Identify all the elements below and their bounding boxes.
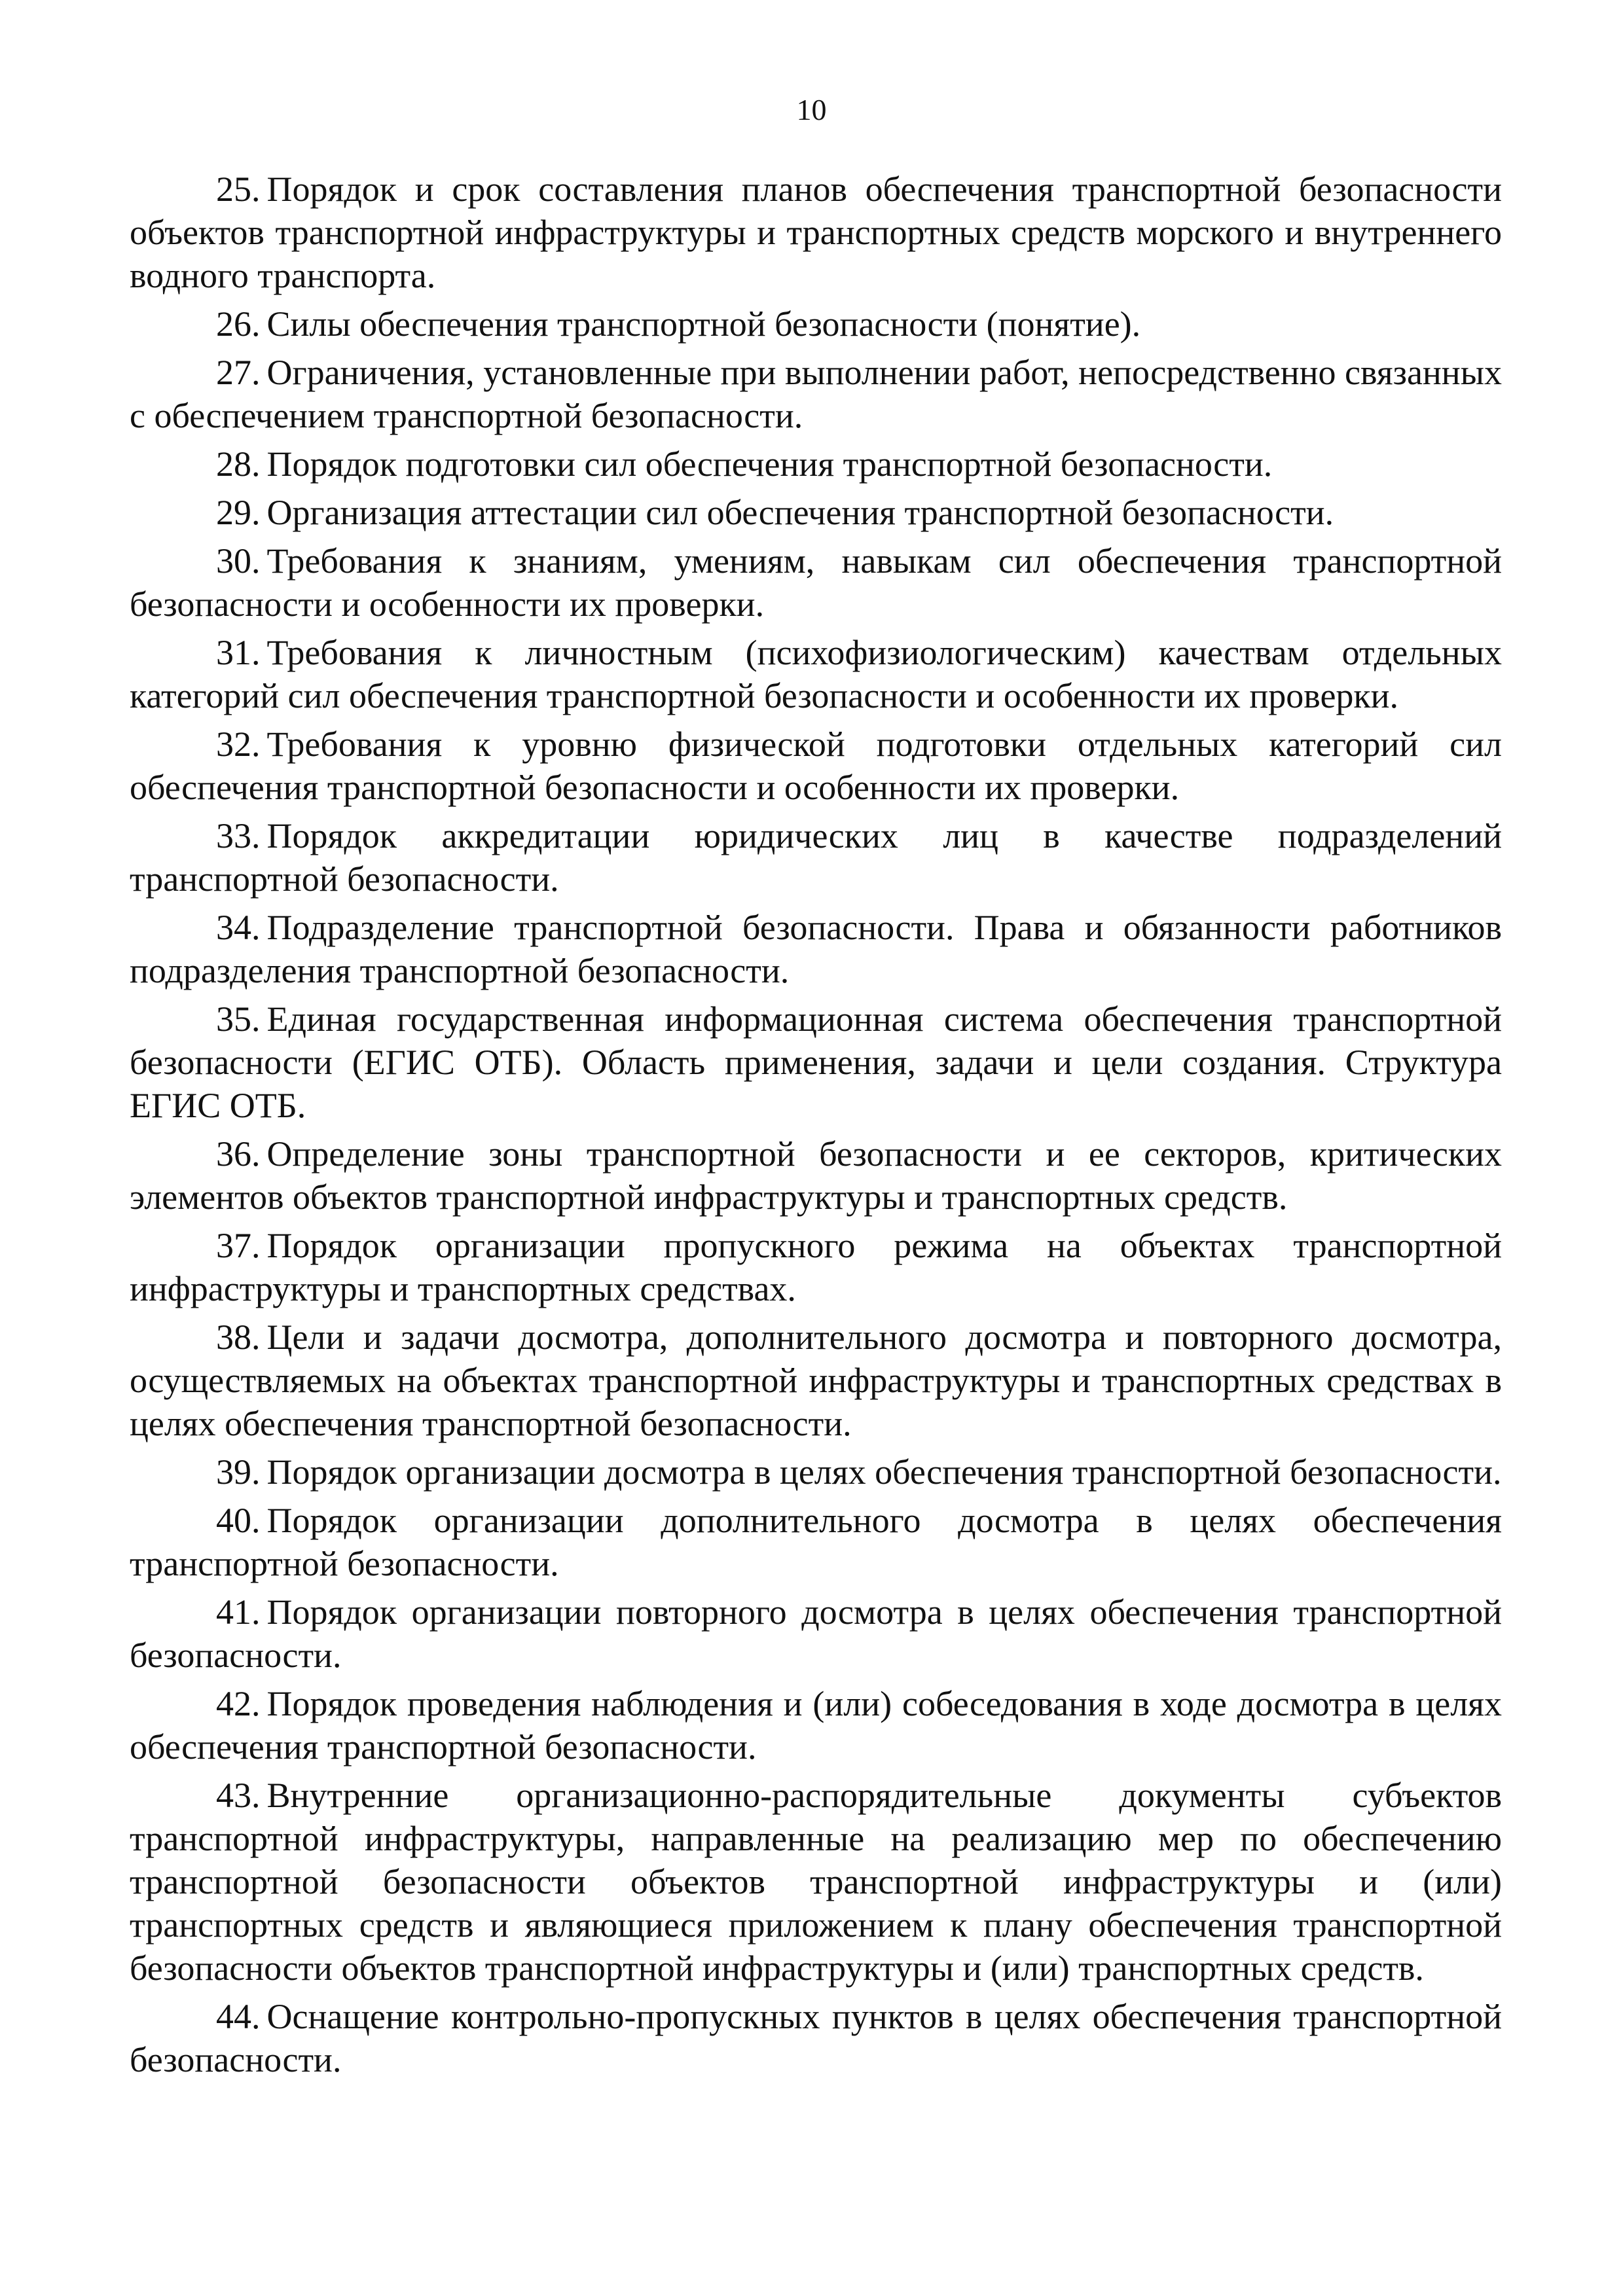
- item-number: 29.: [216, 493, 261, 532]
- list-item: [130, 1224, 1502, 1310]
- item-number: 43.: [216, 1776, 261, 1815]
- list-item: [130, 1774, 1502, 1990]
- item-number: 35.: [216, 999, 261, 1039]
- item-text: Порядок организации дополнительного досмотра в целях обеспечения транспортной безопасности.: [130, 1501, 1502, 1583]
- item-number: 36.: [216, 1134, 261, 1174]
- list-item: [130, 1590, 1502, 1677]
- item-number: 30.: [216, 541, 261, 581]
- item-text: Единая государственная информационная система обеспечения транспортной безопасности (ЕГИС ОТБ). Область применения, задачи и цели создания. Структура ЕГИС ОТБ.: [130, 999, 1502, 1125]
- item-text: Порядок аккредитации юридических лиц в качестве подразделений транспортной безопасности.: [130, 816, 1502, 899]
- list-item: [130, 814, 1502, 901]
- list-item: [130, 1995, 1502, 2081]
- list-item: [130, 168, 1502, 297]
- item-number: 42.: [216, 1684, 261, 1723]
- item-number: 38.: [216, 1318, 261, 1357]
- list-item: [130, 1316, 1502, 1445]
- item-text: Организация аттестации сил обеспечения транспортной безопасности.: [266, 493, 1334, 532]
- item-text: Порядок организации повторного досмотра в целях обеспечения транспортной безопасности.: [130, 1592, 1502, 1675]
- item-number: 39.: [216, 1452, 261, 1492]
- list-item: [130, 1132, 1502, 1219]
- list-item: [130, 906, 1502, 992]
- item-number: 44.: [216, 1997, 261, 2036]
- item-text: Внутренние организационно-распорядительные документы субъектов транспортной инфраструктуры, направленные на реализацию мер по обеспечению транспортной безопасности объектов транспортной инфраструктуры и (или) транспортных средств и являющиеся приложением к плану обеспечения транспортной безопасности объектов транспортной инфраструктуры и (или) транспортных средств.: [130, 1776, 1502, 1988]
- item-number: 26.: [216, 304, 261, 344]
- list-item: [130, 351, 1502, 437]
- item-text: Оснащение контрольно-пропускных пунктов в целях обеспечения транспортной безопасности.: [130, 1997, 1502, 2079]
- item-number: 33.: [216, 816, 261, 855]
- item-text: Порядок и срок составления планов обеспечения транспортной безопасности объектов транспортной инфраструктуры и транспортных средств морского и внутреннего водного транспорта.: [130, 170, 1502, 295]
- item-number: 25.: [216, 170, 261, 209]
- item-text: Подразделение транспортной безопасности. Права и обязанности работников подразделения транспортной безопасности.: [130, 908, 1502, 990]
- item-number: 41.: [216, 1592, 261, 1632]
- list-item: [130, 1499, 1502, 1585]
- item-number: 27.: [216, 353, 261, 392]
- item-text: Порядок организации досмотра в целях обеспечения транспортной безопасности.: [266, 1452, 1502, 1492]
- list-item: [130, 1682, 1502, 1768]
- list-item: [130, 723, 1502, 809]
- list-item: [130, 491, 1502, 534]
- item-text: Порядок проведения наблюдения и (или) собеседования в ходе досмотра в целях обеспечения транспортной безопасности.: [130, 1684, 1502, 1767]
- item-text: Требования к знаниям, умениям, навыкам сил обеспечения транспортной безопасности и особенности их проверки.: [130, 541, 1502, 624]
- item-number: 40.: [216, 1501, 261, 1540]
- item-number: 37.: [216, 1226, 261, 1265]
- item-text: Ограничения, установленные при выполнении работ, непосредственно связанных с обеспечением транспортной безопасности.: [130, 353, 1502, 435]
- item-text: Цели и задачи досмотра, дополнительного досмотра и повторного досмотра, осуществляемых на объектах транспортной инфраструктуры и транспортных средствах в целях обеспечения транспортной безопасности.: [130, 1318, 1502, 1443]
- list-item: [130, 1450, 1502, 1494]
- item-number: 34.: [216, 908, 261, 947]
- list-item: [130, 302, 1502, 346]
- list-item: [130, 442, 1502, 486]
- list-item: [130, 997, 1502, 1127]
- item-number: 31.: [216, 633, 261, 672]
- item-text: Силы обеспечения транспортной безопасности (понятие).: [266, 304, 1141, 344]
- list-item: [130, 539, 1502, 626]
- item-text: Порядок организации пропускного режима на объектах транспортной инфраструктуры и транспортных средствах.: [130, 1226, 1502, 1308]
- item-number: 28.: [216, 444, 261, 484]
- item-number: 32.: [216, 725, 261, 764]
- document-body: [130, 168, 1502, 2087]
- item-text: Требования к личностным (психофизиологическим) качествам отдельных категорий сил обеспечения транспортной безопасности и особенности их проверки.: [130, 633, 1502, 715]
- item-text: Порядок подготовки сил обеспечения транспортной безопасности.: [266, 444, 1273, 484]
- page-number: 10: [796, 93, 827, 126]
- item-text: Определение зоны транспортной безопасности и ее секторов, критических элементов объектов транспортной инфраструктуры и транспортных средств.: [130, 1134, 1502, 1217]
- item-text: Требования к уровню физической подготовки отдельных категорий сил обеспечения транспортной безопасности и особенности их проверки.: [130, 725, 1502, 807]
- list-item: [130, 631, 1502, 717]
